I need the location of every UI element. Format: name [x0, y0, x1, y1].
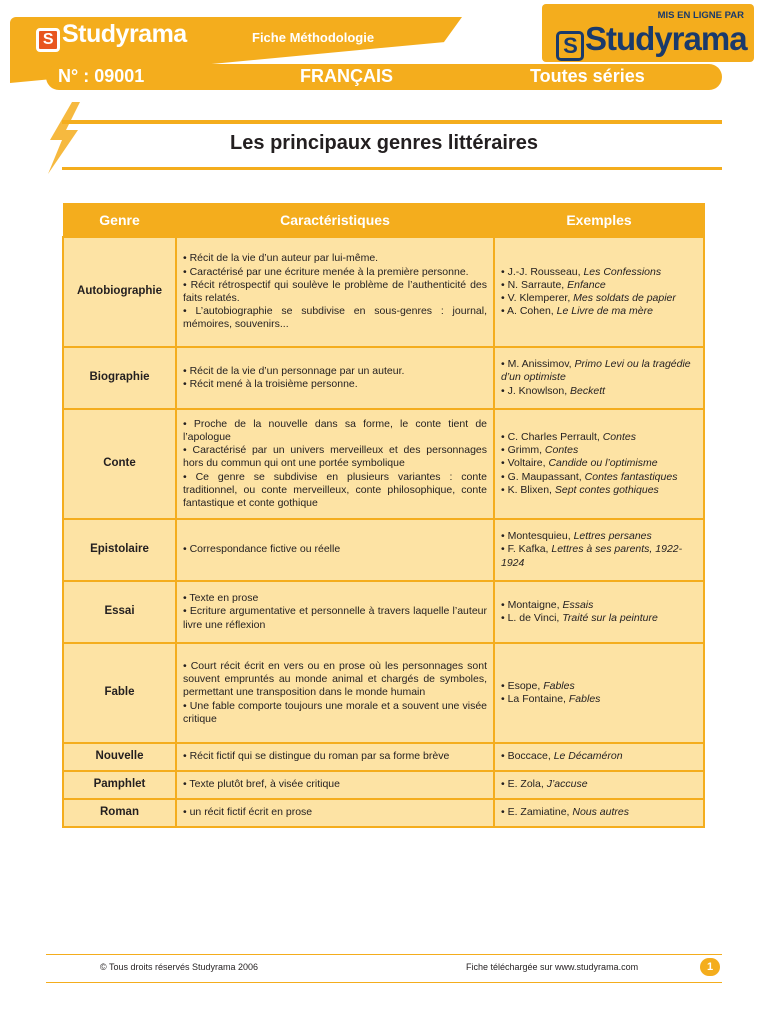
caracteristique-line: • L’autobiographie se subdivise en sous-genres : journal, mémoires, souvenirs... — [183, 305, 487, 331]
series-label: Toutes séries — [530, 66, 645, 86]
title-rule-top — [62, 120, 722, 124]
caracteristiques-cell — [176, 409, 494, 519]
exemple-line — [501, 599, 697, 612]
exemple-line — [501, 292, 697, 305]
table-row — [63, 409, 704, 519]
exemple-work-title: Candide ou l’optimisme — [548, 457, 658, 470]
caracteristique-line: • Proche de la nouvelle dans sa forme, le conte tient de l’apologue — [183, 417, 487, 443]
exemple-work-title: Essais — [562, 598, 594, 611]
exemples-cell — [494, 643, 704, 743]
caracteristique-line: • Texte en prose — [183, 592, 259, 605]
exemple-work-title: Mes soldats de papier — [573, 292, 676, 304]
genre-cell: Pamphlet — [63, 771, 176, 799]
caracteristique-line: • Caractérisé par un univers merveilleux et des personnages hors du commun qui ont une portée symbolique — [183, 444, 487, 470]
exemple-author: • Montaigne, — [501, 598, 563, 611]
logo-left-text: Studyrama — [62, 20, 187, 48]
caracteristique-line: • Texte plutôt bref, à visée critique — [183, 778, 340, 791]
exemple-work-title: Les Confessions — [583, 265, 662, 278]
exemple-line — [501, 806, 697, 819]
logo-s-icon: S — [36, 28, 60, 52]
exemple-line — [501, 431, 697, 444]
table-row — [63, 799, 704, 827]
exemple-line — [501, 279, 697, 292]
caracteristiques-cell — [176, 771, 494, 799]
exemple-author: • N. Sarraute, — [501, 278, 568, 291]
caracteristique-line: • Récit de la vie d’un personnage par un auteur. — [183, 364, 405, 377]
exemple-work-title: Lettres persanes — [573, 530, 652, 543]
table-row — [63, 581, 704, 643]
exemples-cell — [494, 743, 704, 771]
genre-cell: Fable — [63, 643, 176, 743]
fiche-type-label: Fiche Méthodologie — [252, 30, 375, 45]
col-header-exemples: Exemples — [494, 204, 704, 238]
exemple-author: • J. Knowlson, — [501, 384, 571, 397]
footer-rule-bottom — [46, 982, 722, 983]
exemple-author: • J.-J. Rousseau, — [501, 265, 584, 278]
exemple-work-title: J’accuse — [546, 778, 588, 791]
caracteristique-line: • Ce genre se subdivise en plusieurs variantes : conte traditionnel, ou conte merveilleux, conte philosophique, conte fantastique et conte gothique — [183, 470, 487, 509]
caracteristique-line: • Caractérisé par une écriture menée à la première personne. — [183, 265, 469, 278]
exemple-work-title: Contes fantastiques — [584, 470, 678, 483]
caracteristiques-cell — [176, 347, 494, 409]
caracteristique-line: • un récit fictif écrit en prose — [183, 806, 313, 819]
caracteristiques-cell — [176, 743, 494, 771]
table-row — [63, 519, 704, 581]
exemple-work-title: Sept contes gothiques — [554, 483, 659, 496]
exemple-author: • V. Klemperer, — [501, 292, 574, 304]
footer-rule-top — [46, 954, 722, 955]
genre-cell: Nouvelle — [63, 743, 176, 771]
fiche-number: N° : 09001 — [58, 66, 145, 86]
exemple-author: • E. Zamiatine, — [501, 806, 573, 819]
exemple-author: • C. Charles Perrault, — [501, 430, 603, 443]
caracteristiques-cell — [176, 799, 494, 827]
subject-label: FRANÇAIS — [300, 66, 393, 86]
table-row — [63, 743, 704, 771]
exemple-work-title: Fables — [568, 693, 601, 705]
exemple-line — [501, 444, 697, 457]
caracteristique-line: • Court récit écrit en vers ou en prose où les personnages sont souvent empruntés au monde animal et chargés de symboles, permettant une transposition dans le monde humain — [183, 659, 487, 699]
exemple-work-title: Fables — [543, 679, 575, 692]
exemples-cell — [494, 799, 704, 827]
exemples-cell — [494, 581, 704, 643]
exemple-line — [501, 305, 697, 318]
caracteristique-line: • Ecriture argumentative et personnelle à travers laquelle l’auteur livre une réflexion — [183, 605, 487, 631]
exemple-work-title: Lettres à ses parents, 1922-1924 — [501, 543, 683, 569]
exemple-work-title: Nous autres — [572, 806, 629, 819]
caracteristiques-cell — [176, 581, 494, 643]
copyright-text: © Tous droits réservés Studyrama 2006 — [100, 962, 259, 972]
studyrama-logo-right[interactable] — [542, 4, 754, 62]
caracteristique-line: • Récit mené à la troisième personne. — [183, 378, 358, 390]
table-row — [63, 771, 704, 799]
logo-s-icon: S — [556, 31, 584, 61]
exemple-line — [501, 266, 697, 279]
exemple-line — [501, 680, 697, 693]
exemple-line — [501, 543, 697, 569]
exemple-line — [501, 457, 697, 470]
logo-right-text: Studyrama — [585, 20, 747, 57]
table-header-row — [63, 204, 704, 238]
caracteristique-line: • Correspondance fictive ou réelle — [183, 543, 341, 556]
caracteristiques-cell — [176, 643, 494, 743]
exemples-cell — [494, 409, 704, 519]
exemple-author: • Esope, — [501, 679, 544, 692]
exemple-author: • K. Blixen, — [501, 483, 555, 496]
exemple-author: • M. Anissimov, — [501, 358, 575, 371]
exemple-author: • L. de Vinci, — [501, 612, 563, 624]
caracteristique-line: • Récit de la vie d’un auteur par lui-même. — [183, 252, 379, 265]
exemples-cell — [494, 519, 704, 581]
exemple-work-title: Primo Levi ou la tragédie d’un optimiste — [501, 358, 691, 384]
exemple-author: • Voltaire, — [501, 457, 549, 470]
exemple-line — [501, 484, 697, 497]
info-bar — [46, 64, 722, 90]
col-header-genre: Genre — [63, 204, 176, 238]
genres-table — [62, 203, 705, 828]
exemple-line — [501, 471, 697, 484]
caracteristiques-cell — [176, 237, 494, 347]
logo-tagline: MIS EN LIGNE PAR — [657, 10, 744, 21]
exemple-line — [501, 358, 697, 384]
exemple-author: • G. Maupassant, — [501, 470, 585, 483]
exemples-cell — [494, 771, 704, 799]
exemple-line — [501, 530, 697, 543]
col-header-caracteristiques: Caractéristiques — [176, 204, 494, 238]
caracteristique-line: • Une fable comporte toujours une morale et a souvent une visée critique — [183, 699, 487, 725]
exemple-author: • F. Kafka, — [501, 543, 552, 556]
page-number-badge: 1 — [700, 958, 720, 976]
exemples-cell — [494, 347, 704, 409]
caracteristique-line: • Récit fictif qui se distingue du roman par sa forme brève — [183, 750, 450, 763]
exemple-author: • E. Zola, — [501, 778, 547, 791]
exemple-line — [501, 750, 697, 763]
exemple-line — [501, 693, 697, 706]
exemple-work-title: Beckett — [570, 384, 606, 397]
exemple-work-title: Enfance — [567, 278, 606, 291]
exemple-line — [501, 778, 697, 791]
exemple-author: • Grimm, — [501, 444, 545, 457]
page-title: Les principaux genres littéraires — [230, 132, 538, 154]
table-row — [63, 347, 704, 409]
genre-cell: Epistolaire — [63, 519, 176, 581]
exemple-author: • Boccace, — [501, 750, 554, 763]
exemple-work-title: Le Livre de ma mère — [556, 305, 653, 318]
table-row — [63, 643, 704, 743]
exemple-author: • Montesquieu, — [501, 530, 574, 543]
title-rule-bottom — [62, 167, 722, 170]
exemple-work-title: Contes — [602, 430, 636, 443]
exemple-line — [501, 612, 697, 625]
genre-cell: Autobiographie — [63, 237, 176, 347]
genre-cell: Essai — [63, 581, 176, 643]
exemples-cell — [494, 237, 704, 347]
logo-right-brand — [556, 20, 747, 61]
exemple-line — [501, 385, 697, 398]
table-row — [63, 237, 704, 347]
caracteristiques-cell — [176, 519, 494, 581]
exemple-author: • La Fontaine, — [501, 693, 569, 705]
exemple-work-title: Traité sur la peinture — [562, 612, 658, 624]
genre-cell: Conte — [63, 409, 176, 519]
exemple-work-title: Contes — [544, 444, 579, 457]
studyrama-logo-left[interactable] — [36, 20, 187, 52]
exemple-author: • A. Cohen, — [501, 305, 557, 318]
genre-cell: Roman — [63, 799, 176, 827]
exemple-work-title: Le Décaméron — [553, 750, 623, 763]
caracteristique-line: • Récit rétrospectif qui soulève le problème de l’authenticité des faits relatés. — [183, 278, 487, 304]
download-source-text: Fiche téléchargée sur www.studyrama.com — [466, 962, 639, 972]
genre-cell: Biographie — [63, 347, 176, 409]
